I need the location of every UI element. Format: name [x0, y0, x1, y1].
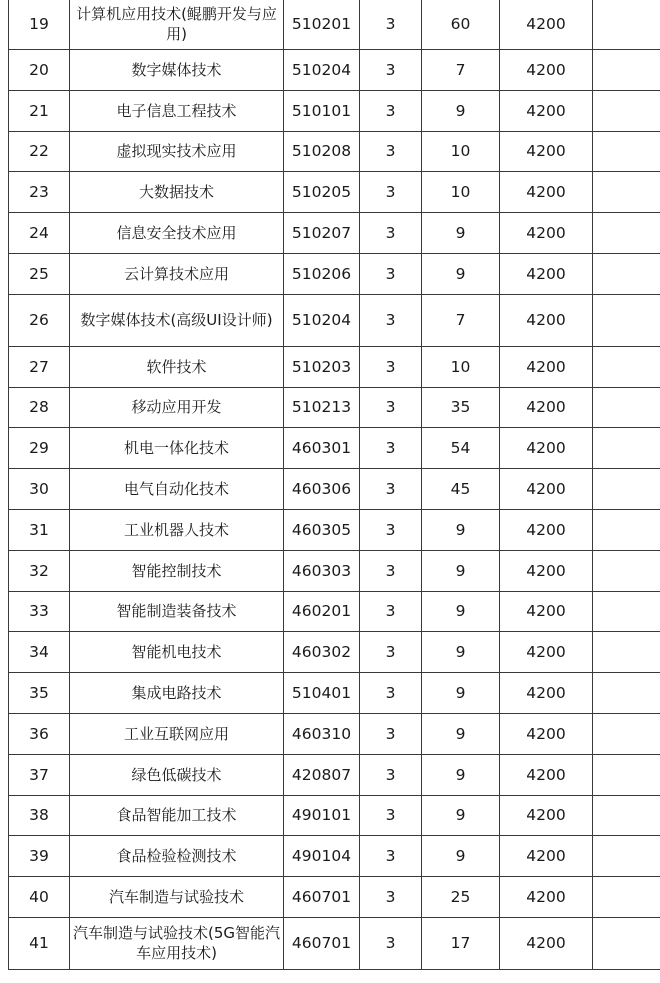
remark-cell — [593, 387, 660, 428]
remark-cell — [593, 253, 660, 294]
major-code-cell: 460701 — [284, 877, 360, 918]
table-row — [9, 346, 660, 387]
table-row — [9, 253, 660, 294]
table-row — [9, 294, 660, 346]
study-years-cell: 3 — [360, 673, 422, 714]
study-years-cell: 3 — [360, 632, 422, 673]
study-years-cell: 3 — [360, 469, 422, 510]
study-years-cell: 3 — [360, 387, 422, 428]
major-name-cell: 移动应用开发 — [70, 387, 284, 428]
enrollment-quota-cell: 10 — [422, 346, 500, 387]
remark-cell — [593, 50, 660, 91]
study-years-cell: 3 — [360, 131, 422, 172]
row-number-cell: 19 — [9, 0, 70, 50]
major-name-cell: 绿色低碳技术 — [70, 754, 284, 795]
row-number-cell: 22 — [9, 131, 70, 172]
row-number-cell: 27 — [9, 346, 70, 387]
major-name-cell: 集成电路技术 — [70, 673, 284, 714]
tuition-fee-cell: 4200 — [500, 50, 593, 91]
table-row — [9, 673, 660, 714]
row-number-cell: 40 — [9, 877, 70, 918]
study-years-cell: 3 — [360, 90, 422, 131]
table-row — [9, 754, 660, 795]
table-body — [9, 0, 660, 969]
tuition-fee-cell: 4200 — [500, 294, 593, 346]
major-name-cell: 信息安全技术应用 — [70, 213, 284, 254]
table-row — [9, 509, 660, 550]
tuition-fee-cell: 4200 — [500, 509, 593, 550]
major-code-cell: 460301 — [284, 428, 360, 469]
tuition-fee-cell: 4200 — [500, 387, 593, 428]
tuition-fee-cell: 4200 — [500, 877, 593, 918]
remark-cell — [593, 213, 660, 254]
table-row — [9, 469, 660, 510]
row-number-cell: 36 — [9, 713, 70, 754]
major-name-cell: 食品智能加工技术 — [70, 795, 284, 836]
enrollment-quota-cell: 25 — [422, 877, 500, 918]
study-years-cell: 3 — [360, 213, 422, 254]
tuition-fee-cell: 4200 — [500, 428, 593, 469]
table-row — [9, 795, 660, 836]
study-years-cell: 3 — [360, 172, 422, 213]
major-name-cell: 汽车制造与试验技术 — [70, 877, 284, 918]
row-number-cell: 30 — [9, 469, 70, 510]
major-code-cell: 510208 — [284, 131, 360, 172]
major-code-cell: 460306 — [284, 469, 360, 510]
remark-cell — [593, 591, 660, 632]
remark-cell — [593, 632, 660, 673]
enrollment-quota-cell: 9 — [422, 509, 500, 550]
major-code-cell: 460201 — [284, 591, 360, 632]
table-row — [9, 0, 660, 50]
enrollment-quota-cell: 9 — [422, 795, 500, 836]
row-number-cell: 26 — [9, 294, 70, 346]
tuition-fee-cell: 4200 — [500, 917, 593, 969]
remark-cell — [593, 294, 660, 346]
major-code-cell: 510204 — [284, 294, 360, 346]
remark-cell — [593, 713, 660, 754]
row-number-cell: 38 — [9, 795, 70, 836]
major-code-cell: 510401 — [284, 673, 360, 714]
row-number-cell: 23 — [9, 172, 70, 213]
study-years-cell: 3 — [360, 0, 422, 50]
remark-cell — [593, 172, 660, 213]
major-code-cell: 490104 — [284, 836, 360, 877]
major-code-cell: 510204 — [284, 50, 360, 91]
remark-cell — [593, 131, 660, 172]
row-number-cell: 20 — [9, 50, 70, 91]
study-years-cell: 3 — [360, 836, 422, 877]
enrollment-quota-cell: 7 — [422, 50, 500, 91]
study-years-cell: 3 — [360, 346, 422, 387]
major-code-cell: 510201 — [284, 0, 360, 50]
enrollment-quota-cell: 45 — [422, 469, 500, 510]
major-name-cell: 机电一体化技术 — [70, 428, 284, 469]
tuition-fee-cell: 4200 — [500, 253, 593, 294]
tuition-fee-cell: 4200 — [500, 213, 593, 254]
major-code-cell: 460302 — [284, 632, 360, 673]
tuition-fee-cell: 4200 — [500, 673, 593, 714]
tuition-fee-cell: 4200 — [500, 836, 593, 877]
enrollment-quota-cell: 7 — [422, 294, 500, 346]
row-number-cell: 39 — [9, 836, 70, 877]
major-name-cell: 食品检验检测技术 — [70, 836, 284, 877]
study-years-cell: 3 — [360, 550, 422, 591]
enrollment-quota-cell: 9 — [422, 213, 500, 254]
row-number-cell: 34 — [9, 632, 70, 673]
tuition-fee-cell: 4200 — [500, 713, 593, 754]
major-code-cell: 510206 — [284, 253, 360, 294]
major-code-cell: 510205 — [284, 172, 360, 213]
row-number-cell: 28 — [9, 387, 70, 428]
remark-cell — [593, 469, 660, 510]
study-years-cell: 3 — [360, 253, 422, 294]
major-name-cell: 工业互联网应用 — [70, 713, 284, 754]
tuition-fee-cell: 4200 — [500, 346, 593, 387]
row-number-cell: 35 — [9, 673, 70, 714]
major-code-cell: 510213 — [284, 387, 360, 428]
row-number-cell: 32 — [9, 550, 70, 591]
major-name-cell: 数字媒体技术(高级UI设计师) — [70, 294, 284, 346]
remark-cell — [593, 428, 660, 469]
study-years-cell: 3 — [360, 713, 422, 754]
remark-cell — [593, 550, 660, 591]
major-name-cell: 工业机器人技术 — [70, 509, 284, 550]
major-code-cell: 510101 — [284, 90, 360, 131]
table-row — [9, 917, 660, 969]
row-number-cell: 31 — [9, 509, 70, 550]
major-code-cell: 460701 — [284, 917, 360, 969]
tuition-fee-cell: 4200 — [500, 795, 593, 836]
study-years-cell: 3 — [360, 50, 422, 91]
study-years-cell: 3 — [360, 294, 422, 346]
major-code-cell: 490101 — [284, 795, 360, 836]
row-number-cell: 25 — [9, 253, 70, 294]
major-name-cell: 云计算技术应用 — [70, 253, 284, 294]
remark-cell — [593, 795, 660, 836]
tuition-fee-cell: 4200 — [500, 131, 593, 172]
table-row — [9, 428, 660, 469]
enrollment-quota-cell: 9 — [422, 632, 500, 673]
enrollment-quota-cell: 9 — [422, 90, 500, 131]
table-row — [9, 550, 660, 591]
tuition-fee-cell: 4200 — [500, 172, 593, 213]
study-years-cell: 3 — [360, 754, 422, 795]
tuition-fee-cell: 4200 — [500, 632, 593, 673]
remark-cell — [593, 346, 660, 387]
table-row — [9, 387, 660, 428]
table-row — [9, 90, 660, 131]
major-name-cell: 数字媒体技术 — [70, 50, 284, 91]
major-name-cell: 电子信息工程技术 — [70, 90, 284, 131]
study-years-cell: 3 — [360, 591, 422, 632]
enrollment-quota-cell: 60 — [422, 0, 500, 50]
study-years-cell: 3 — [360, 877, 422, 918]
row-number-cell: 24 — [9, 213, 70, 254]
enrollment-quota-cell: 9 — [422, 673, 500, 714]
table-row — [9, 213, 660, 254]
row-number-cell: 37 — [9, 754, 70, 795]
tuition-fee-cell: 4200 — [500, 0, 593, 50]
remark-cell — [593, 917, 660, 969]
tuition-fee-cell: 4200 — [500, 591, 593, 632]
table-row — [9, 836, 660, 877]
tuition-fee-cell: 4200 — [500, 469, 593, 510]
tuition-fee-cell: 4200 — [500, 90, 593, 131]
remark-cell — [593, 877, 660, 918]
major-name-cell: 汽车制造与试验技术(5G智能汽车应用技术) — [70, 917, 284, 969]
enrollment-quota-cell: 9 — [422, 754, 500, 795]
enrollment-table — [8, 0, 660, 970]
row-number-cell: 41 — [9, 917, 70, 969]
major-code-cell: 510207 — [284, 213, 360, 254]
enrollment-quota-cell: 9 — [422, 591, 500, 632]
study-years-cell: 3 — [360, 917, 422, 969]
enrollment-quota-cell: 10 — [422, 131, 500, 172]
study-years-cell: 3 — [360, 428, 422, 469]
remark-cell — [593, 836, 660, 877]
table-row — [9, 172, 660, 213]
major-code-cell: 460310 — [284, 713, 360, 754]
enrollment-quota-cell: 9 — [422, 253, 500, 294]
remark-cell — [593, 754, 660, 795]
major-code-cell: 510203 — [284, 346, 360, 387]
remark-cell — [593, 0, 660, 50]
major-code-cell: 420807 — [284, 754, 360, 795]
major-name-cell: 智能制造装备技术 — [70, 591, 284, 632]
enrollment-quota-cell: 9 — [422, 550, 500, 591]
enrollment-quota-cell: 35 — [422, 387, 500, 428]
remark-cell — [593, 509, 660, 550]
major-name-cell: 软件技术 — [70, 346, 284, 387]
table-row — [9, 591, 660, 632]
row-number-cell: 33 — [9, 591, 70, 632]
row-number-cell: 21 — [9, 90, 70, 131]
study-years-cell: 3 — [360, 509, 422, 550]
tuition-fee-cell: 4200 — [500, 754, 593, 795]
enrollment-quota-cell: 9 — [422, 836, 500, 877]
major-code-cell: 460305 — [284, 509, 360, 550]
major-name-cell: 智能控制技术 — [70, 550, 284, 591]
table-row — [9, 877, 660, 918]
study-years-cell: 3 — [360, 795, 422, 836]
major-name-cell: 计算机应用技术(鲲鹏开发与应用) — [70, 0, 284, 50]
table-row — [9, 713, 660, 754]
major-code-cell: 460303 — [284, 550, 360, 591]
remark-cell — [593, 673, 660, 714]
major-name-cell: 电气自动化技术 — [70, 469, 284, 510]
enrollment-quota-cell: 9 — [422, 713, 500, 754]
table-row — [9, 632, 660, 673]
enrollment-quota-cell: 17 — [422, 917, 500, 969]
tuition-fee-cell: 4200 — [500, 550, 593, 591]
major-name-cell: 智能机电技术 — [70, 632, 284, 673]
table-row — [9, 50, 660, 91]
table-row — [9, 131, 660, 172]
enrollment-quota-cell: 10 — [422, 172, 500, 213]
enrollment-quota-cell: 54 — [422, 428, 500, 469]
row-number-cell: 29 — [9, 428, 70, 469]
major-name-cell: 虚拟现实技术应用 — [70, 131, 284, 172]
remark-cell — [593, 90, 660, 131]
major-name-cell: 大数据技术 — [70, 172, 284, 213]
